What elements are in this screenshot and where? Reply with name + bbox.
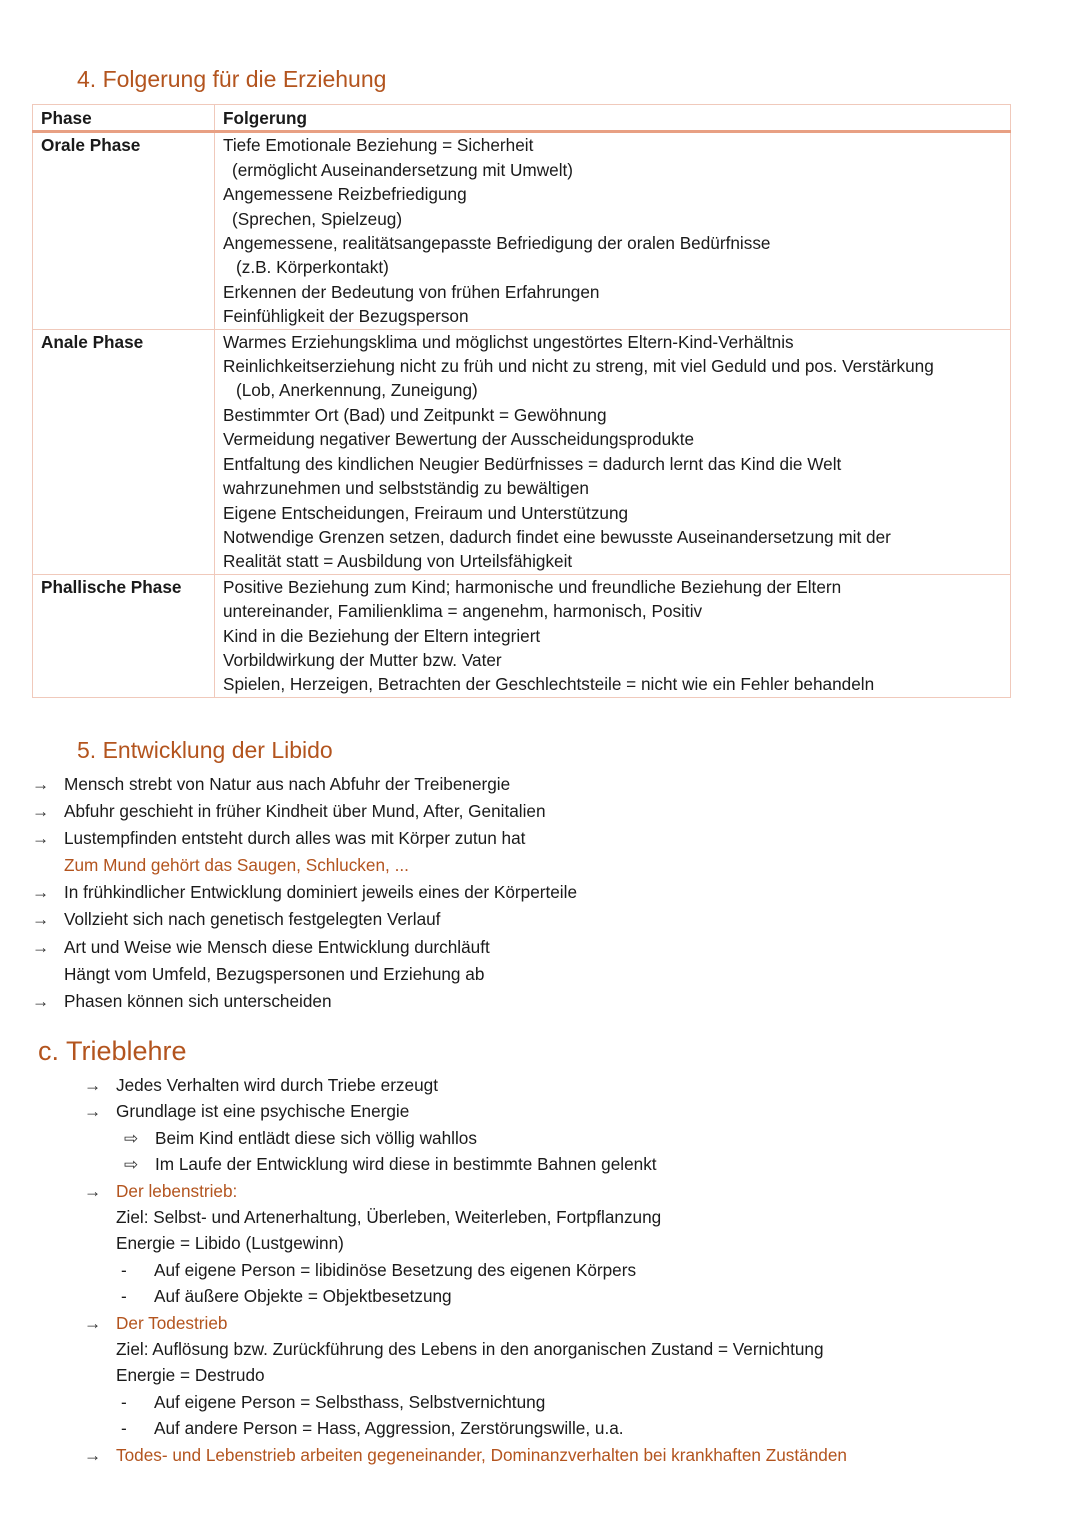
arrow-right-icon: → [84, 1444, 102, 1465]
list-item-text: Lustempfinden entsteht durch alles was mit Körper zutun hat [64, 828, 526, 849]
list-item [32, 879, 577, 906]
list-item [32, 906, 577, 933]
folgerung-cell [215, 574, 1011, 697]
list-item-text: Jedes Verhalten wird durch Triebe erzeugt [116, 1075, 438, 1095]
list-item-text: Vollzieht sich nach genetisch festgelegten Verlauf [64, 909, 441, 930]
table-row [33, 329, 1011, 574]
table-line: Vermeidung negativer Bewertung der Ausscheidungsprodukte [223, 429, 695, 450]
table-line: (z.B. Körperkontakt) [236, 257, 389, 278]
list-item-continuation: Hängt vom Umfeld, Bezugspersonen und Erziehung ab [64, 963, 485, 984]
header-folgerung: Folgerung [215, 105, 1011, 132]
table-row [33, 574, 1011, 697]
list-item-text: Der lebenstrieb: [116, 1180, 238, 1201]
table-line: Spielen, Herzeigen, Betrachten der Geschlechtsteile = nicht wie ein Fehler behandeln [223, 674, 875, 695]
table-line: Eigene Entscheidungen, Freiraum und Unterstützung [223, 502, 629, 523]
double-arrow-right-icon: ⇨ [124, 1127, 139, 1148]
list-item-text: Auf eigene Person = Selbsthass, Selbstvernichtung [154, 1391, 546, 1412]
table-line: (Lob, Anerkennung, Zuneigung) [236, 380, 478, 401]
table-row [33, 132, 1011, 329]
list-item-continuation: Energie = Libido (Lustgewinn) [116, 1233, 344, 1254]
table-line: Positive Beziehung zum Kind; harmonische und freundliche Beziehung der Eltern [223, 576, 842, 597]
phase-cell: Orale Phase [33, 132, 215, 329]
table-line: Reinlichkeitserziehung nicht zu früh und nicht zu streng, mit viel Geduld und pos. Verstärkung [223, 356, 934, 377]
list-item-continuation: Ziel: Selbst- und Artenerhaltung, Überleben, Weiterleben, Fortpflanzung [116, 1207, 662, 1228]
section-4-title: 4. Folgerung für die Erziehung [77, 66, 387, 92]
list-item-text: Phasen können sich unterscheiden [64, 990, 332, 1011]
list-item-note: Zum Mund gehört das Saugen, Schlucken, ... [64, 855, 409, 876]
list-item-text: Art und Weise wie Mensch diese Entwicklung durchläuft [64, 936, 490, 957]
list-item-text: Auf andere Person = Hass, Aggression, Zerstörungswille, u.a. [154, 1418, 624, 1439]
section-5-title: 5. Entwicklung der Libido [77, 737, 333, 763]
list-item-text: Der Todestrieb [116, 1312, 228, 1333]
table-line: Angemessene, realitätsangepasste Befriedigung der oralen Bedürfnisse [223, 233, 771, 254]
list-item [32, 825, 577, 852]
folgerung-cell [215, 132, 1011, 329]
list-item-text: Abfuhr geschieht in früher Kindheit über Mund, After, Genitalien [64, 801, 546, 822]
list-item [32, 798, 577, 825]
table-line: Notwendige Grenzen setzen, dadurch findet eine bewusste Auseinandersetzung mit der [223, 526, 891, 547]
list-item-text: Beim Kind entlädt diese sich völlig wahllos [155, 1127, 477, 1148]
list-item-heading [84, 1442, 847, 1468]
table-line: untereinander, Familienklima = angenehm, harmonisch, Positiv [223, 601, 703, 622]
arrow-right-icon: → [32, 828, 50, 849]
list-item-text: Auf eigene Person = libidinöse Besetzung des eigenen Körpers [154, 1259, 637, 1280]
table-line: Entfaltung des kindlichen Neugier Bedürfnisses = dadurch lernt das Kind die Welt [223, 453, 842, 474]
list-item-continuation: Ziel: Auflösung bzw. Zurückführung des Lebens in den anorganischen Zustand = Vernichtung [116, 1339, 824, 1360]
table-line: (Sprechen, Spielzeug) [232, 208, 403, 229]
table-line: Realität statt = Ausbildung von Urteilsfähigkeit [223, 551, 573, 572]
dash-item [84, 1389, 847, 1415]
section-c-title: c. Trieblehre [38, 1036, 187, 1066]
list-item-text: Auf äußere Objekte = Objektbesetzung [154, 1286, 452, 1307]
dash-item [84, 1257, 847, 1283]
arrow-right-icon: → [84, 1312, 102, 1333]
arrow-right-icon: → [32, 990, 50, 1011]
arrow-right-icon: → [84, 1075, 102, 1095]
arrow-right-icon: → [84, 1180, 102, 1201]
arrow-right-icon: → [32, 936, 50, 957]
list-item-text: In frühkindlicher Entwicklung dominiert jeweils eines der Körperteile [64, 882, 578, 903]
table-header-row [33, 105, 1011, 132]
dash-item [84, 1415, 847, 1441]
list-item-text: Mensch strebt von Natur aus nach Abfuhr der Treibenergie [64, 774, 511, 794]
table-line: Bestimmter Ort (Bad) und Zeitpunkt = Gewöhnung [223, 404, 607, 425]
libido-list [32, 771, 577, 1015]
arrow-right-icon: → [32, 774, 50, 794]
arrow-right-icon: → [32, 909, 50, 930]
table-line: Angemessene Reizbefriedigung [223, 184, 467, 205]
list-item [32, 988, 577, 1015]
list-item-continuation: Energie = Destrudo [116, 1365, 265, 1386]
dash-bullet: - [121, 1418, 127, 1439]
dash-bullet: - [121, 1391, 127, 1412]
list-item [84, 1098, 847, 1124]
sub-list-item [84, 1151, 847, 1177]
folgerung-cell [215, 329, 1011, 574]
list-item [32, 934, 577, 961]
trieblehre-list [84, 1072, 847, 1468]
dash-item [84, 1283, 847, 1309]
arrow-right-icon: → [32, 801, 50, 822]
table-line: Tiefe Emotionale Beziehung = Sicherheit [223, 135, 534, 156]
list-item-heading [84, 1310, 847, 1336]
table-line: Warmes Erziehungsklima und möglichst ungestörtes Eltern-Kind-Verhältnis [223, 331, 794, 352]
table-line: Kind in die Beziehung der Eltern integriert [223, 625, 541, 646]
dash-bullet: - [121, 1259, 127, 1280]
arrow-right-icon: → [32, 882, 50, 903]
table-line: wahrzunehmen und selbstständig zu bewältigen [223, 478, 589, 499]
table-line: Erkennen der Bedeutung von frühen Erfahrungen [223, 281, 600, 302]
arrow-right-icon: → [84, 1101, 102, 1122]
list-item-text: Grundlage ist eine psychische Energie [116, 1101, 410, 1122]
table-line: Feinfühligkeit der Bezugsperson [223, 306, 469, 327]
list-item [84, 1072, 847, 1098]
list-item [32, 771, 577, 798]
table-line: (ermöglicht Auseinandersetzung mit Umwelt) [232, 159, 574, 180]
phases-table [32, 104, 1011, 698]
dash-bullet: - [121, 1286, 127, 1307]
list-item-text: Todes- und Lebenstrieb arbeiten gegeneinander, Dominanzverhalten bei krankhaften Zuständen [116, 1444, 847, 1465]
phase-cell: Anale Phase [33, 329, 215, 574]
header-phase: Phase [33, 105, 215, 132]
table-line: Vorbildwirkung der Mutter bzw. Vater [223, 649, 502, 670]
list-item-heading [84, 1178, 847, 1204]
list-item-text: Im Laufe der Entwicklung wird diese in bestimmte Bahnen gelenkt [155, 1154, 657, 1175]
double-arrow-right-icon: ⇨ [124, 1154, 139, 1175]
sub-list-item [84, 1125, 847, 1151]
phase-cell: Phallische Phase [33, 574, 215, 697]
